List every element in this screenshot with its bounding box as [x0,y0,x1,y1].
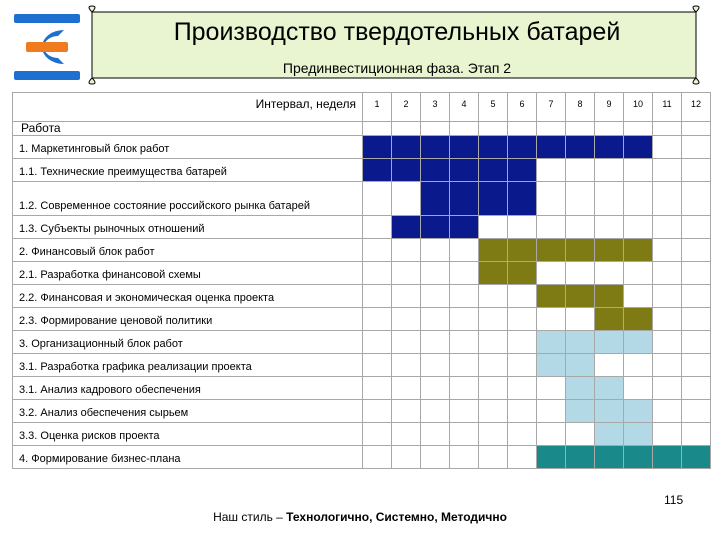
gantt-bar-cell [479,262,508,285]
gantt-empty-cell [363,423,392,446]
gantt-empty-cell [450,377,479,400]
work-row-cell [508,122,537,136]
task-label: 2. Финансовый блок работ [13,239,363,262]
week-header-12: 12 [682,93,711,122]
week-header-4: 4 [450,93,479,122]
week-header-5: 5 [479,93,508,122]
gantt-empty-cell [392,377,421,400]
gantt-task-row [13,239,711,262]
gantt-bar-cell [537,331,566,354]
gantt-bar-cell [508,262,537,285]
gantt-empty-cell [566,182,595,216]
gantt-bar-cell [537,446,566,469]
gantt-empty-cell [363,400,392,423]
week-header-7: 7 [537,93,566,122]
gantt-bar-cell [624,308,653,331]
gantt-empty-cell [682,331,711,354]
gantt-empty-cell [421,308,450,331]
gantt-empty-cell [363,331,392,354]
gantt-bar-cell [595,377,624,400]
gantt-empty-cell [566,216,595,239]
gantt-empty-cell [450,285,479,308]
gantt-bar-cell [595,423,624,446]
gantt-empty-cell [682,239,711,262]
title-banner [84,4,710,88]
gantt-bar-cell [537,354,566,377]
gantt-empty-cell [363,446,392,469]
week-header-9: 9 [595,93,624,122]
task-label: 3. Организационный блок работ [13,331,363,354]
gantt-empty-cell [421,331,450,354]
gantt-bar-cell [682,446,711,469]
gantt-task-row [13,285,711,308]
gantt-empty-cell [682,285,711,308]
gantt-task-row [13,136,711,159]
gantt-task-row [13,331,711,354]
gantt-empty-cell [508,400,537,423]
gantt-empty-cell [479,446,508,469]
week-header-3: 3 [421,93,450,122]
gantt-empty-cell [392,239,421,262]
work-row-cell [624,122,653,136]
gantt-empty-cell [479,285,508,308]
gantt-empty-cell [682,182,711,216]
task-label: 1. Маркетинговый блок работ [13,136,363,159]
gantt-empty-cell [508,446,537,469]
gantt-empty-cell [595,354,624,377]
gantt-empty-cell [392,331,421,354]
gantt-task-row [13,216,711,239]
gantt-bar-cell [566,285,595,308]
gantt-empty-cell [566,308,595,331]
gantt-bar-cell [450,182,479,216]
gantt-empty-cell [653,136,682,159]
gantt-empty-cell [392,423,421,446]
task-label: 3.3. Оценка рисков проекта [13,423,363,446]
task-label: 2.2. Финансовая и экономическая оценка проекта [13,285,363,308]
gantt-empty-cell [392,182,421,216]
gantt-empty-cell [508,216,537,239]
gantt-bar-cell [595,136,624,159]
gantt-empty-cell [450,354,479,377]
gantt-bar-cell [392,159,421,182]
gantt-empty-cell [537,159,566,182]
gantt-empty-cell [479,377,508,400]
gantt-empty-cell [682,354,711,377]
work-row-cell [363,122,392,136]
task-label: 3.2. Анализ обеспечения сырьем [13,400,363,423]
gantt-bar-cell [624,400,653,423]
gantt-bar-cell [566,331,595,354]
week-header-11: 11 [653,93,682,122]
gantt-bar-cell [595,308,624,331]
gantt-empty-cell [421,285,450,308]
gantt-empty-cell [508,308,537,331]
gantt-task-row [13,423,711,446]
work-column-label: Работа [13,122,363,136]
gantt-empty-cell [450,446,479,469]
gantt-empty-cell [537,400,566,423]
gantt-empty-cell [682,159,711,182]
gantt-empty-cell [450,262,479,285]
gantt-bar-cell [421,216,450,239]
gantt-empty-cell [421,262,450,285]
work-row-cell [537,122,566,136]
gantt-empty-cell [682,308,711,331]
gantt-empty-cell [450,239,479,262]
gantt-bar-cell [450,136,479,159]
gantt-empty-cell [653,262,682,285]
gantt-empty-cell [421,423,450,446]
gantt-empty-cell [479,354,508,377]
gantt-bar-cell [566,354,595,377]
gantt-empty-cell [479,423,508,446]
gantt-bar-cell [624,136,653,159]
gantt-empty-cell [508,285,537,308]
gantt-empty-cell [653,285,682,308]
gantt-empty-cell [653,308,682,331]
gantt-empty-cell [392,308,421,331]
gantt-bar-cell [508,182,537,216]
gantt-empty-cell [624,285,653,308]
gantt-empty-cell [392,285,421,308]
task-label: 2.3. Формирование ценовой политики [13,308,363,331]
gantt-empty-cell [363,262,392,285]
gantt-empty-cell [682,216,711,239]
gantt-empty-cell [450,423,479,446]
gantt-empty-cell [682,262,711,285]
gantt-bar-cell [566,446,595,469]
gantt-bar-cell [595,285,624,308]
gantt-bar-cell [595,400,624,423]
gantt-task-row [13,308,711,331]
gantt-bar-cell [479,136,508,159]
gantt-empty-cell [363,377,392,400]
gantt-bar-cell [479,182,508,216]
gantt-empty-cell [595,262,624,285]
gantt-empty-cell [450,331,479,354]
gantt-empty-cell [508,377,537,400]
gantt-bar-cell [537,136,566,159]
gantt-empty-cell [508,331,537,354]
gantt-bar-cell [537,285,566,308]
gantt-task-row [13,354,711,377]
gantt-task-row [13,159,711,182]
gantt-empty-cell [479,331,508,354]
gantt-bar-cell [537,239,566,262]
gantt-bar-cell [624,446,653,469]
work-row-cell [595,122,624,136]
gantt-empty-cell [566,159,595,182]
gantt-empty-cell [392,400,421,423]
page-number: 115 [664,493,684,507]
gantt-empty-cell [682,377,711,400]
gantt-empty-cell [450,400,479,423]
gantt-empty-cell [392,262,421,285]
interval-label: Интервал, неделя [13,93,363,122]
week-header-10: 10 [624,93,653,122]
task-label: 1.1. Технические преимущества батарей [13,159,363,182]
gantt-bar-cell [653,446,682,469]
gantt-empty-cell [653,377,682,400]
gantt-empty-cell [624,262,653,285]
gantt-bar-cell [624,331,653,354]
gantt-empty-cell [392,354,421,377]
gantt-empty-cell [682,136,711,159]
gantt-empty-cell [653,331,682,354]
footer-slogan-prefix: Наш стиль – [213,510,287,524]
gantt-empty-cell [537,216,566,239]
gantt-empty-cell [363,308,392,331]
week-header-6: 6 [508,93,537,122]
gantt-task-row [13,400,711,423]
gantt-empty-cell [624,354,653,377]
company-logo [12,12,82,82]
gantt-empty-cell [363,239,392,262]
gantt-bar-cell [421,136,450,159]
gantt-empty-cell [479,308,508,331]
work-row-cell [392,122,421,136]
gantt-empty-cell [624,216,653,239]
gantt-bar-cell [566,136,595,159]
gantt-bar-cell [363,159,392,182]
gantt-chart [12,92,701,469]
gantt-empty-cell [653,354,682,377]
task-label: 3.1. Анализ кадрового обеспечения [13,377,363,400]
gantt-bar-cell [508,159,537,182]
task-label: 3.1. Разработка графика реализации проекта [13,354,363,377]
gantt-empty-cell [508,354,537,377]
gantt-empty-cell [363,354,392,377]
page-title: Производство твердотельных батарей [173,18,621,46]
week-header-2: 2 [392,93,421,122]
gantt-bar-cell [450,216,479,239]
gantt-empty-cell [450,308,479,331]
week-header-1: 1 [363,93,392,122]
gantt-bar-cell [392,136,421,159]
task-label: 4. Формирование бизнес-плана [13,446,363,469]
gantt-empty-cell [653,239,682,262]
gantt-bar-cell [479,159,508,182]
gantt-task-row [13,262,711,285]
gantt-empty-cell [653,400,682,423]
gantt-bar-cell [566,377,595,400]
gantt-empty-cell [537,308,566,331]
gantt-empty-cell [595,159,624,182]
gantt-bar-cell [508,136,537,159]
gantt-empty-cell [624,182,653,216]
gantt-empty-cell [537,262,566,285]
gantt-empty-cell [363,216,392,239]
gantt-empty-cell [421,377,450,400]
work-row-cell [653,122,682,136]
company-logo-icon [12,12,82,82]
gantt-empty-cell [421,239,450,262]
gantt-table [12,92,711,469]
gantt-empty-cell [363,285,392,308]
gantt-empty-cell [653,159,682,182]
gantt-bar-cell [595,239,624,262]
work-row-cell [450,122,479,136]
gantt-bar-cell [363,136,392,159]
gantt-bar-cell [566,239,595,262]
gantt-empty-cell [653,423,682,446]
gantt-empty-cell [537,377,566,400]
gantt-task-row [13,182,711,216]
gantt-empty-cell [479,400,508,423]
week-header-8: 8 [566,93,595,122]
gantt-header-row [13,93,711,122]
gantt-empty-cell [537,182,566,216]
gantt-bar-cell [421,182,450,216]
footer-slogan [0,510,720,524]
task-label: 2.1. Разработка финансовой схемы [13,262,363,285]
gantt-empty-cell [479,216,508,239]
work-row-cell [682,122,711,136]
gantt-empty-cell [421,446,450,469]
gantt-bar-cell [595,446,624,469]
gantt-bar-cell [421,159,450,182]
gantt-empty-cell [682,423,711,446]
gantt-empty-cell [537,423,566,446]
gantt-empty-cell [682,400,711,423]
gantt-task-row [13,446,711,469]
task-label: 1.2. Современное состояние российского рынка батарей [13,182,363,216]
gantt-empty-cell [421,354,450,377]
gantt-work-row [13,122,711,136]
page-subtitle: Прединвестиционная фаза. Этап 2 [282,60,512,76]
gantt-bar-cell [624,239,653,262]
gantt-empty-cell [363,182,392,216]
gantt-empty-cell [508,423,537,446]
gantt-bar-cell [624,423,653,446]
gantt-empty-cell [653,182,682,216]
gantt-empty-cell [624,377,653,400]
gantt-empty-cell [653,216,682,239]
gantt-bar-cell [450,159,479,182]
gantt-bar-cell [595,331,624,354]
task-label: 1.3. Субъекты рыночных отношений [13,216,363,239]
gantt-bar-cell [392,216,421,239]
gantt-empty-cell [624,159,653,182]
work-row-cell [566,122,595,136]
gantt-empty-cell [392,446,421,469]
footer-slogan-accent: Технологично, Системно, Методично [286,510,507,524]
gantt-empty-cell [595,182,624,216]
work-row-cell [421,122,450,136]
gantt-empty-cell [421,400,450,423]
gantt-bar-cell [566,400,595,423]
work-row-cell [479,122,508,136]
gantt-empty-cell [566,423,595,446]
gantt-empty-cell [566,262,595,285]
gantt-task-row [13,377,711,400]
gantt-bar-cell [479,239,508,262]
gantt-empty-cell [595,216,624,239]
gantt-bar-cell [508,239,537,262]
